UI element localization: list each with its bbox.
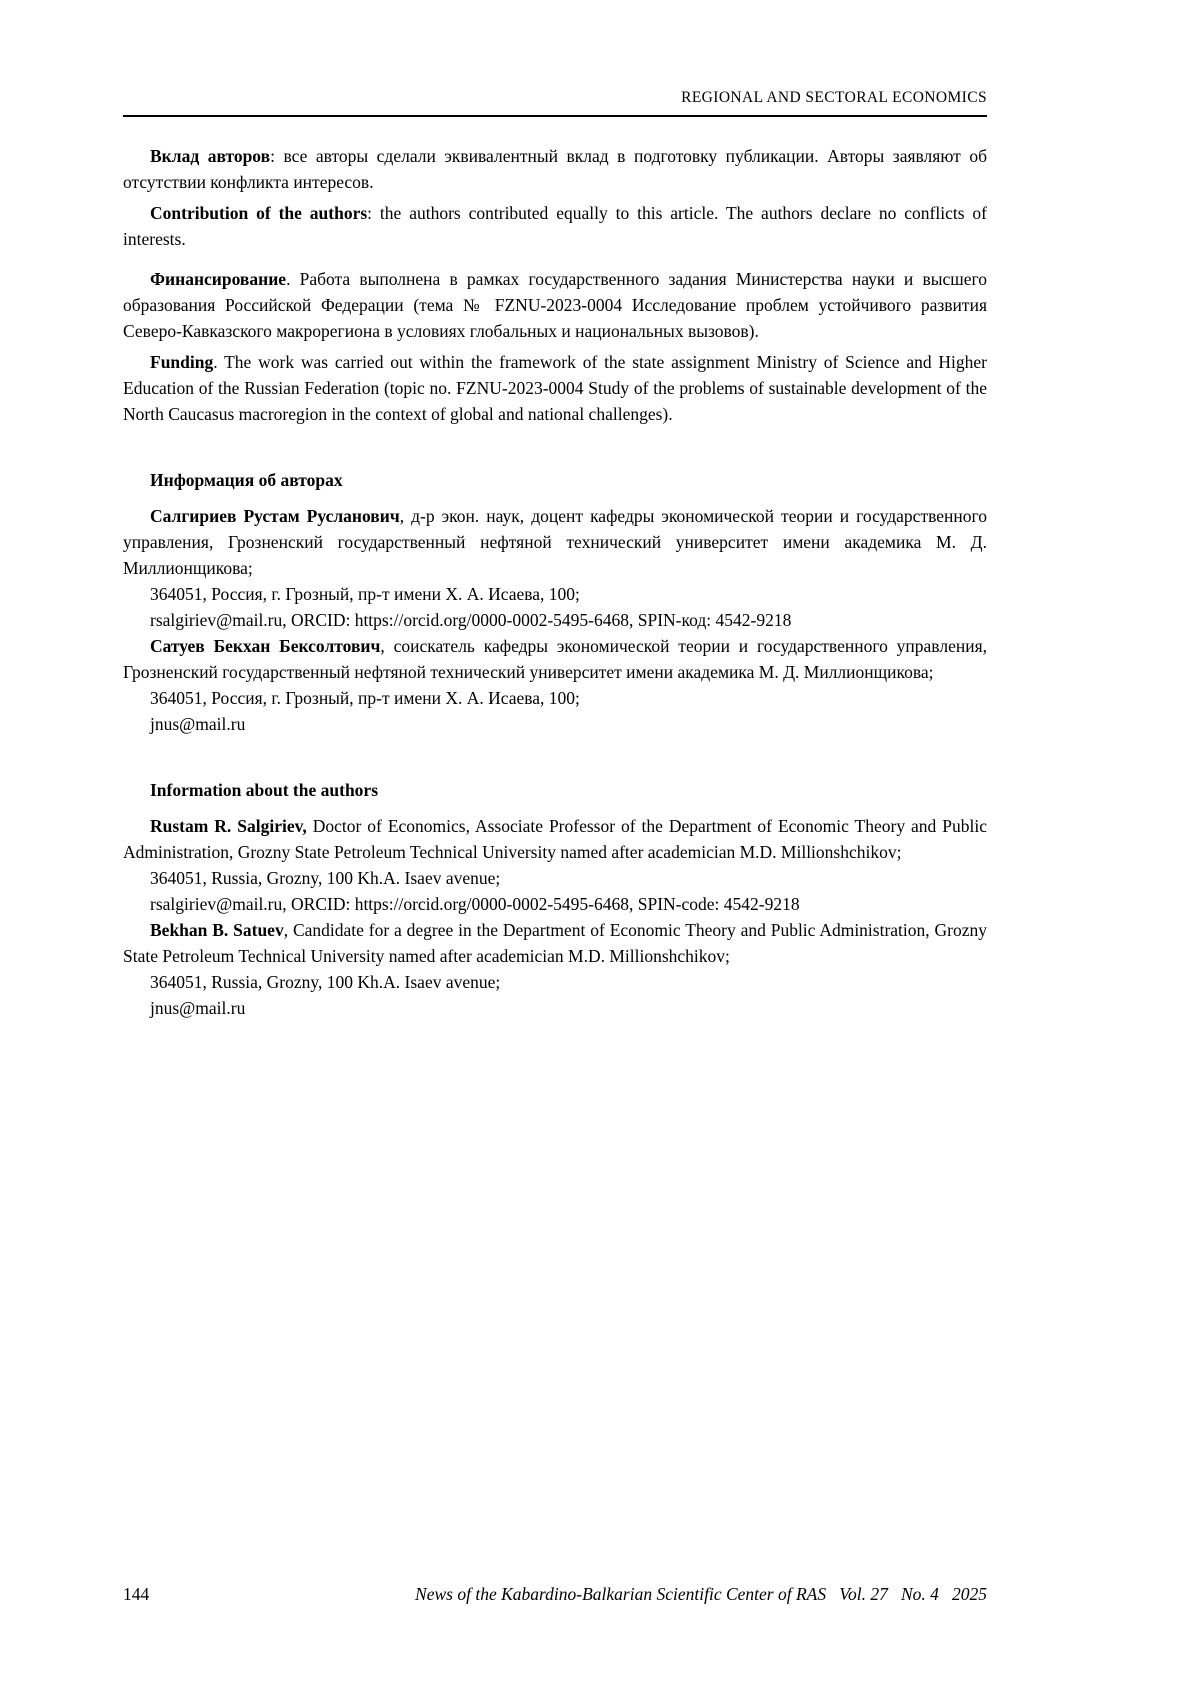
author-ru-2-address: 364051, Россия, г. Грозный, пр-т имени Х. А. Исаева, 100;: [150, 688, 580, 708]
author-ru-1-name: Салгириев Рустам Русланович: [150, 506, 400, 526]
page-number: 144: [123, 1584, 150, 1604]
author-ru-1-contact: rsalgiriev@mail.ru, ORCID: https://orcid.org/0000-0002-5495-6468, SPIN-код: 4542-9218: [150, 610, 792, 630]
author-ru-1-paragraph: [123, 503, 987, 581]
journal-footer-line: News of the Kabardino-Balkarian Scientific Center of RAS Vol. 27 No. 4 2025: [415, 1584, 987, 1604]
author-en-1-paragraph: [123, 813, 987, 865]
running-head: REGIONAL AND SECTORAL ECONOMICS: [123, 88, 987, 117]
author-ru-1-address: 364051, Россия, г. Грозный, пр-т имени Х. А. Исаева, 100;: [150, 584, 580, 604]
page-content: [123, 88, 987, 1021]
paragraph-funding-en: [123, 349, 987, 427]
funding-ru-lead: Финансирование: [150, 269, 287, 289]
author-en-1-name: Rustam R. Salgiriev,: [150, 816, 307, 836]
contribution-en-lead: Contribution of the authors: [150, 203, 368, 223]
author-en-2-paragraph: [123, 917, 987, 969]
funding-en-text: . The work was carried out within the framework of the state assignment Ministry of Science and Higher Education of the Russian Federation (topic no. FZNU-2023-0004 Study of the problems of sustainable development of the North Caucasus macroregion in the context of global and national challenges).: [123, 352, 987, 424]
contribution-en-text: : the authors contributed equally to this article. The authors declare no conflicts of interests.: [123, 203, 987, 249]
author-en-2-desc: , Candidate for a degree in the Department of Economic Theory and Public Administration, Grozny State Petroleum Technical University named after academician M.D. Millionshchikov;: [123, 920, 987, 966]
contribution-ru-text: : все авторы сделали эквивалентный вклад в подготовку публикации. Авторы заявляют об отсутствии конфликта интересов.: [123, 146, 987, 192]
contribution-ru-lead: Вклад авторов: [150, 146, 271, 166]
paragraph-funding-ru: [123, 266, 987, 344]
author-en-1-address: 364051, Russia, Grozny, 100 Kh.A. Isaev avenue;: [150, 868, 501, 888]
funding-en-lead: Funding: [150, 352, 214, 372]
author-en-2-contact: jnus@mail.ru: [150, 998, 246, 1018]
author-ru-2-paragraph: [123, 633, 987, 685]
page-footer: [123, 1581, 987, 1607]
author-ru-2-contact: jnus@mail.ru: [150, 714, 246, 734]
funding-ru-text: . Работа выполнена в рамках государственного задания Министерства науки и высшего образования Российской Федерации (тема № FZNU-2023-0004 Исследование проблем устойчивого развития Северо-Кавказского макрорегиона в условиях глобальных и национальных вызовов).: [123, 269, 987, 341]
author-en-1-desc: Doctor of Economics, Associate Professor of the Department of Economic Theory and Public Administration, Grozny State Petroleum Technical University named after academician M.D. Millionshchikov;: [123, 816, 987, 862]
author-en-2-name: Bekhan B. Satuev: [150, 920, 284, 940]
heading-authors-en: Information about the authors: [150, 780, 379, 800]
author-ru-1-desc: , д-р экон. наук, доцент кафедры экономической теории и государственного управления, Грозненский государственный нефтяной технический университет имени академика М. Д. Миллионщикова;: [123, 506, 988, 578]
author-ru-2-desc: , соискатель кафедры экономической теории и государственного управления, Грозненский государственный нефтяной технический университет имени академика М. Д. Миллионщикова;: [123, 636, 987, 682]
paragraph-contribution-ru: [123, 143, 987, 195]
heading-authors-ru: Информация об авторах: [150, 470, 343, 490]
author-ru-2-name: Сатуев Бекхан Бексолтович: [150, 636, 381, 656]
author-en-1-contact: rsalgiriev@mail.ru, ORCID: https://orcid.org/0000-0002-5495-6468, SPIN-code: 4542-9218: [150, 894, 800, 914]
paragraph-contribution-en: [123, 200, 987, 252]
author-en-2-address: 364051, Russia, Grozny, 100 Kh.A. Isaev avenue;: [150, 972, 501, 992]
